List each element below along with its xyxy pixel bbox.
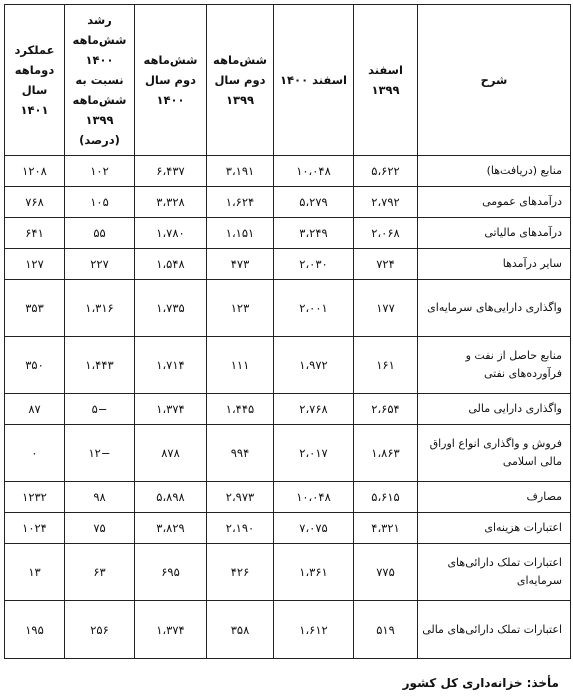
value-cell: ۵،۲۷۹ xyxy=(274,187,354,218)
value-cell: ۷۷۵ xyxy=(354,544,418,601)
value-cell: ۹۹۴ xyxy=(207,425,274,482)
row-description-cell: درآمدهای مالیاتی xyxy=(418,218,571,249)
header-h2-1399: شش‌ماهه دوم سال ۱۳۹۹ xyxy=(207,5,274,156)
value-cell: ۲۲۷ xyxy=(65,249,135,280)
value-cell: ۲،۹۷۳ xyxy=(207,482,274,513)
value-cell: ۲،۰۱۷ xyxy=(274,425,354,482)
table-body xyxy=(5,156,571,659)
value-cell: ۱،۹۷۲ xyxy=(274,337,354,394)
table-row xyxy=(5,394,571,425)
value-cell: ۳،۳۲۸ xyxy=(135,187,207,218)
value-cell: −۱۲ xyxy=(65,425,135,482)
header-row xyxy=(5,5,571,156)
table-header xyxy=(5,5,571,156)
value-cell: ۱۳ xyxy=(5,544,65,601)
row-description-cell: اعتبارات تملک دارائی‌های سرمایه‌ای xyxy=(418,544,571,601)
table-row xyxy=(5,425,571,482)
value-cell: ۱،۴۴۵ xyxy=(207,394,274,425)
value-cell: ۱،۵۴۸ xyxy=(135,249,207,280)
value-cell: ۸۷۸ xyxy=(135,425,207,482)
header-description: شرح xyxy=(418,5,571,156)
value-cell: ۷۵ xyxy=(65,513,135,544)
value-cell: ۷۲۴ xyxy=(354,249,418,280)
budget-table xyxy=(4,4,571,659)
row-description-cell: اعتبارات تملک دارائی‌های مالی xyxy=(418,601,571,659)
value-cell: ۴،۳۲۱ xyxy=(354,513,418,544)
value-cell: ۱،۷۸۰ xyxy=(135,218,207,249)
value-cell: ۱،۳۶۱ xyxy=(274,544,354,601)
value-cell: ۵،۸۹۸ xyxy=(135,482,207,513)
row-description-cell: سایر درآمدها xyxy=(418,249,571,280)
value-cell: ۱۰،۰۴۸ xyxy=(274,156,354,187)
value-cell: ۱،۷۳۵ xyxy=(135,280,207,337)
row-description-cell: منابع (دریافت‌ها) xyxy=(418,156,571,187)
table-row xyxy=(5,601,571,659)
source-note: مأخذ: خزانه‌داری کل کشور xyxy=(402,676,559,690)
header-two-month-1401: عملکرد دوماهه سال ۱۴۰۱ xyxy=(5,5,65,156)
value-cell: ۰ xyxy=(5,425,65,482)
row-description-cell: اعتبارات هزینه‌ای xyxy=(418,513,571,544)
value-cell: ۲۵۶ xyxy=(65,601,135,659)
table-row xyxy=(5,218,571,249)
value-cell: −۵ xyxy=(65,394,135,425)
table-row xyxy=(5,513,571,544)
value-cell: ۴۷۳ xyxy=(207,249,274,280)
table-row xyxy=(5,482,571,513)
value-cell: ۱۰۲۴ xyxy=(5,513,65,544)
header-h2-1400: شش‌ماهه دوم سال ۱۴۰۰ xyxy=(135,5,207,156)
value-cell: ۱،۷۱۴ xyxy=(135,337,207,394)
value-cell: ۱،۴۴۳ xyxy=(65,337,135,394)
value-cell: ۱،۳۷۴ xyxy=(135,601,207,659)
row-description-cell: مصارف xyxy=(418,482,571,513)
value-cell: ۳۵۳ xyxy=(5,280,65,337)
value-cell: ۳۵۸ xyxy=(207,601,274,659)
row-description-cell: درآمدهای عمومی xyxy=(418,187,571,218)
value-cell: ۱،۳۷۴ xyxy=(135,394,207,425)
value-cell: ۱۱۱ xyxy=(207,337,274,394)
value-cell: ۱۰۵ xyxy=(65,187,135,218)
value-cell: ۱۲۳۲ xyxy=(5,482,65,513)
value-cell: ۲،۰۶۸ xyxy=(354,218,418,249)
value-cell: ۱۹۵ xyxy=(5,601,65,659)
value-cell: ۱۲۷ xyxy=(5,249,65,280)
value-cell: ۲،۰۰۱ xyxy=(274,280,354,337)
table-row xyxy=(5,249,571,280)
value-cell: ۶۳ xyxy=(65,544,135,601)
value-cell: ۳،۱۹۱ xyxy=(207,156,274,187)
value-cell: ۱،۸۶۳ xyxy=(354,425,418,482)
table-row xyxy=(5,156,571,187)
value-cell: ۳،۸۲۹ xyxy=(135,513,207,544)
table-row xyxy=(5,337,571,394)
value-cell: ۱،۶۱۲ xyxy=(274,601,354,659)
value-cell: ۹۸ xyxy=(65,482,135,513)
value-cell: ۶۴۱ xyxy=(5,218,65,249)
value-cell: ۱۲۳ xyxy=(207,280,274,337)
value-cell: ۶۹۵ xyxy=(135,544,207,601)
value-cell: ۴۲۶ xyxy=(207,544,274,601)
value-cell: ۲،۶۵۴ xyxy=(354,394,418,425)
header-esfand-1399: اسفند ۱۳۹۹ xyxy=(354,5,418,156)
value-cell: ۲،۱۹۰ xyxy=(207,513,274,544)
value-cell: ۶،۴۳۷ xyxy=(135,156,207,187)
value-cell: ۵۵ xyxy=(65,218,135,249)
value-cell: ۱۰،۰۴۸ xyxy=(274,482,354,513)
value-cell: ۱،۳۱۶ xyxy=(65,280,135,337)
table-row xyxy=(5,280,571,337)
value-cell: ۱۶۱ xyxy=(354,337,418,394)
value-cell: ۷،۰۷۵ xyxy=(274,513,354,544)
value-cell: ۳،۲۴۹ xyxy=(274,218,354,249)
row-description-cell: واگذاری دارایی مالی xyxy=(418,394,571,425)
value-cell: ۵۱۹ xyxy=(354,601,418,659)
header-growth-percent: رشد شش‌ماهه ۱۴۰۰ نسبت به شش‌ماهه ۱۳۹۹ (درصد) xyxy=(65,5,135,156)
value-cell: ۱۰۲ xyxy=(65,156,135,187)
value-cell: ۱۷۷ xyxy=(354,280,418,337)
header-esfand-1400: اسفند ۱۴۰۰ xyxy=(274,5,354,156)
value-cell: ۱،۶۲۴ xyxy=(207,187,274,218)
table-row xyxy=(5,187,571,218)
value-cell: ۵،۶۱۵ xyxy=(354,482,418,513)
value-cell: ۱۲۰۸ xyxy=(5,156,65,187)
value-cell: ۲،۰۳۰ xyxy=(274,249,354,280)
value-cell: ۲،۷۶۸ xyxy=(274,394,354,425)
value-cell: ۳۵۰ xyxy=(5,337,65,394)
table-row xyxy=(5,544,571,601)
value-cell: ۱،۱۵۱ xyxy=(207,218,274,249)
value-cell: ۲،۷۹۲ xyxy=(354,187,418,218)
value-cell: ۸۷ xyxy=(5,394,65,425)
row-description-cell: فروش و واگذاری انواع اوراق مالی اسلامی xyxy=(418,425,571,482)
row-description-cell: منابع حاصل از نفت و فرآورده‌های نفتی xyxy=(418,337,571,394)
value-cell: ۵،۶۲۲ xyxy=(354,156,418,187)
value-cell: ۷۶۸ xyxy=(5,187,65,218)
row-description-cell: واگذاری دارایی‌های سرمایه‌ای xyxy=(418,280,571,337)
